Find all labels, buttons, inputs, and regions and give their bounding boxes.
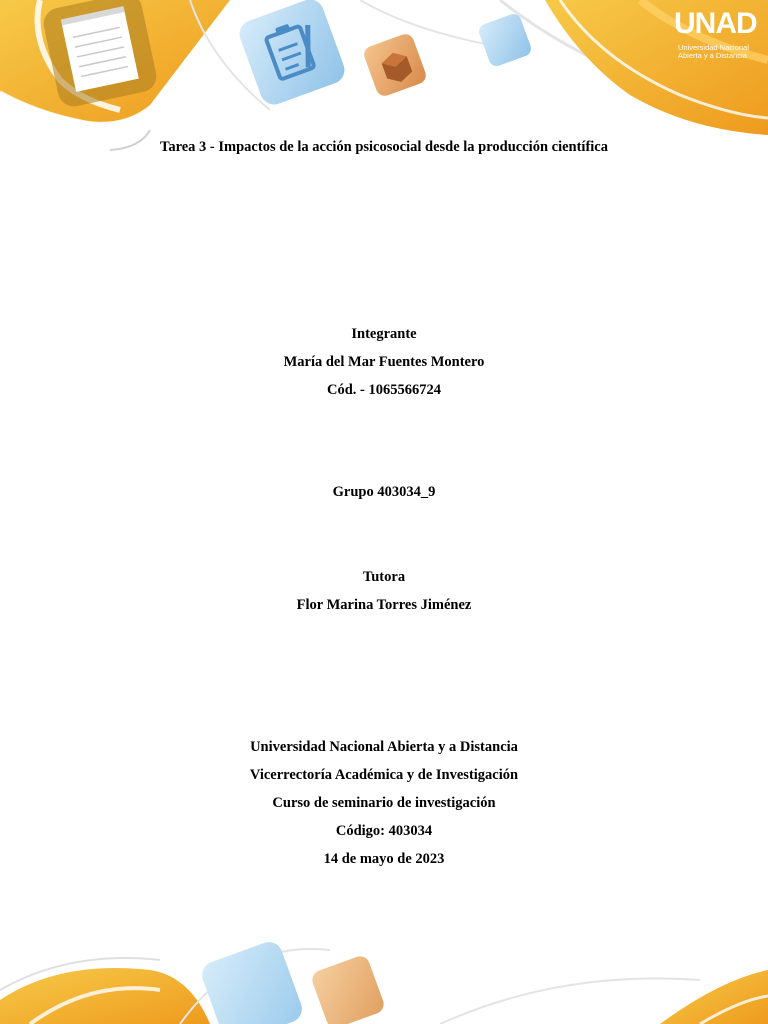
group-number: Grupo 403034_9 bbox=[332, 484, 436, 500]
footer-decoration bbox=[0, 930, 768, 1024]
member-heading: Integrante bbox=[351, 326, 417, 342]
document-date: 14 de mayo de 2023 bbox=[323, 851, 445, 867]
tutor-heading: Tutora bbox=[362, 569, 406, 585]
tutor-name: Flor Marina Torres Jiménez bbox=[296, 597, 472, 613]
unad-logo bbox=[672, 4, 764, 62]
logo-subtitle-line1: Universidad Nacional bbox=[678, 43, 749, 52]
logo-brand: UNAD bbox=[674, 7, 757, 40]
course-code: Código: 403034 bbox=[335, 823, 433, 839]
logo-subtitle-line2: Abierta y a Distancia bbox=[678, 51, 747, 60]
vice-rectory: Vicerrectoría Académica y de Investigación bbox=[249, 767, 519, 783]
member-name: María del Mar Fuentes Montero bbox=[283, 354, 485, 370]
member-code: Cód. - 1065566724 bbox=[327, 382, 441, 398]
university-name: Universidad Nacional Abierta y a Distancia bbox=[250, 739, 518, 755]
course-name: Curso de seminario de investigación bbox=[272, 795, 496, 811]
document-title: Tarea 3 - Impactos de la acción psicosocial desde la producción científica bbox=[159, 139, 608, 155]
header-decoration bbox=[0, 0, 768, 160]
